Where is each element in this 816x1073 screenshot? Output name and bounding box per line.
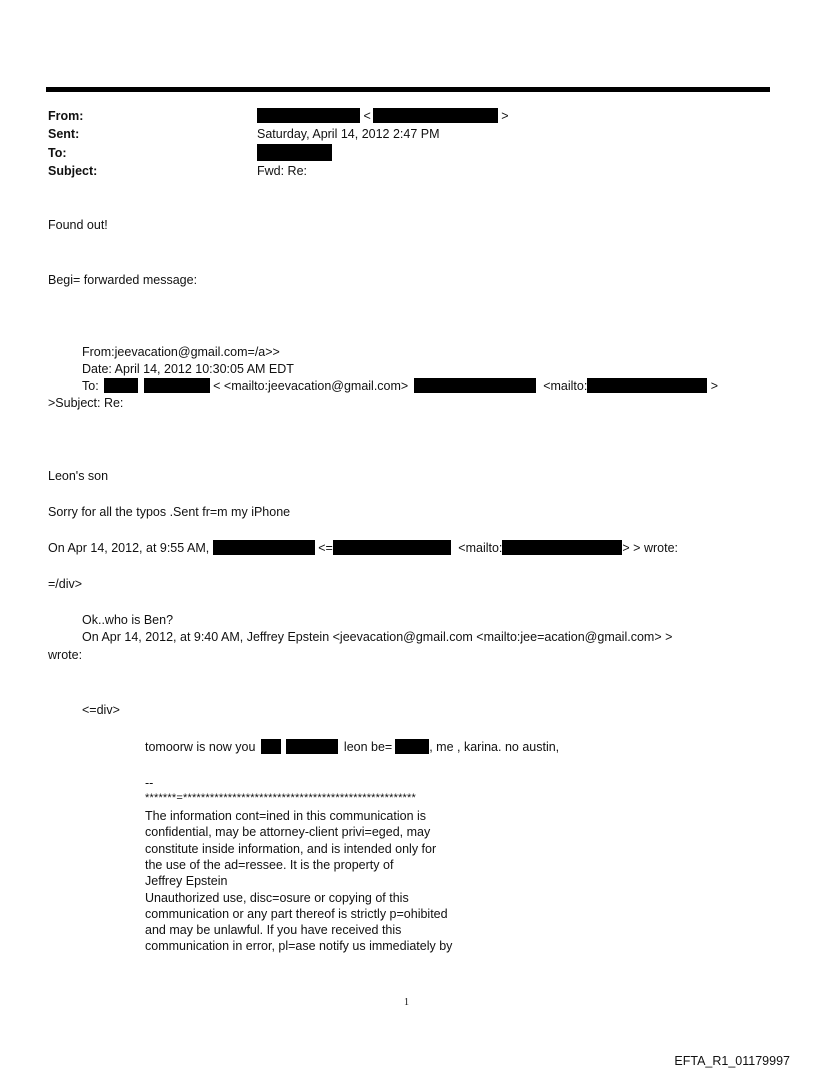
redaction-block xyxy=(213,540,315,555)
signature-line: the use of the ad=ressee. It is the property of xyxy=(145,858,394,872)
fwd-to-mailto-2: <mailto: xyxy=(543,379,588,393)
to-value xyxy=(257,144,332,162)
document-id: EFTA_R1_01179997 xyxy=(674,1054,790,1068)
page-number: 1 xyxy=(404,997,409,1008)
on-apr-955-lt: <= xyxy=(318,541,333,555)
from-value xyxy=(257,108,509,124)
from-label: From: xyxy=(48,109,84,123)
fwd-from-line: From:jeevacation@gmail.com=/a>> xyxy=(82,345,280,359)
redaction-block xyxy=(587,378,707,393)
found-out-line: Found out! xyxy=(48,218,108,232)
redaction-block xyxy=(286,739,338,754)
signature-dashes: -- xyxy=(145,776,154,790)
sent-label: Sent: xyxy=(48,127,80,141)
redaction-block xyxy=(257,108,360,123)
fwd-date-line: Date: April 14, 2012 10:30:05 AM EDT xyxy=(82,362,294,376)
subject-value: Fwd: Re: xyxy=(257,164,308,178)
signature-line: The information cont=ined in this communication is xyxy=(145,809,427,823)
fwd-to-line xyxy=(82,378,718,394)
redaction-block xyxy=(502,540,622,555)
fwd-to-gt: > xyxy=(710,379,719,393)
signature-line: Jeffrey Epstein xyxy=(145,874,228,888)
redaction-block xyxy=(373,108,498,123)
redaction-block xyxy=(261,739,281,754)
tomorrow-mid: leon be= xyxy=(343,740,393,754)
redaction-block xyxy=(144,378,210,393)
redaction-block xyxy=(104,378,138,393)
sorry-typos-line: Sorry for all the typos .Sent fr=m my iPhone xyxy=(48,505,291,519)
tomorrow-prefix: tomoorw is now you xyxy=(145,740,256,754)
redaction-block xyxy=(257,144,332,161)
signature-line: and may be unlawful. If you have received this xyxy=(145,923,402,937)
tomorrow-suffix: , me , karina. no austin, xyxy=(429,740,560,754)
from-lt: < xyxy=(363,109,371,123)
redaction-block xyxy=(333,540,451,555)
on-apr-955-prefix: On Apr 14, 2012, at 9:55 AM, xyxy=(48,541,210,555)
ok-who-line: Ok..who is Ben? xyxy=(82,613,174,627)
on-apr-940-line: On Apr 14, 2012, at 9:40 AM, Jeffrey Epstein <jeevacation@gmail.com <mailto:jee=acation@gmail.com> > xyxy=(82,630,673,644)
sent-value: Saturday, April 14, 2012 2:47 PM xyxy=(257,127,440,141)
redaction-block xyxy=(414,378,536,393)
on-apr-955-line xyxy=(48,540,678,556)
signature-line: Unauthorized use, disc=osure or copying of this xyxy=(145,891,409,905)
signature-stars: *******=**************************************************** xyxy=(145,792,416,804)
leons-son-line: Leon's son xyxy=(48,469,109,483)
tomorrow-line xyxy=(145,739,559,755)
redaction-block xyxy=(395,739,429,754)
on-apr-955-mailto: <mailto: xyxy=(458,541,503,555)
fwd-to-mailto: < <mailto:jeevacation@gmail.com> xyxy=(213,379,409,393)
signature-line: communication in error, pl=ase notify us immediately by xyxy=(145,939,453,953)
signature-line: confidential, may be attorney-client privi=eged, may xyxy=(145,825,431,839)
div-close-line: =/div> xyxy=(48,577,83,591)
signature-line: constitute inside information, and is intended only for xyxy=(145,842,437,856)
signature-line: communication or any part thereof is strictly p=ohibited xyxy=(145,907,448,921)
div-open-line: <=div> xyxy=(82,703,120,717)
from-gt: > xyxy=(501,109,509,123)
on-apr-955-wrote: > > wrote: xyxy=(622,541,678,555)
begin-forwarded-line: Begi= forwarded message: xyxy=(48,273,198,287)
to-label: To: xyxy=(48,146,67,160)
fwd-subject-line: >Subject: Re: xyxy=(48,396,124,410)
header-rule xyxy=(46,87,770,92)
wrote-line: wrote: xyxy=(48,648,83,662)
fwd-to-label: To: xyxy=(82,379,99,393)
subject-label: Subject: xyxy=(48,164,98,178)
